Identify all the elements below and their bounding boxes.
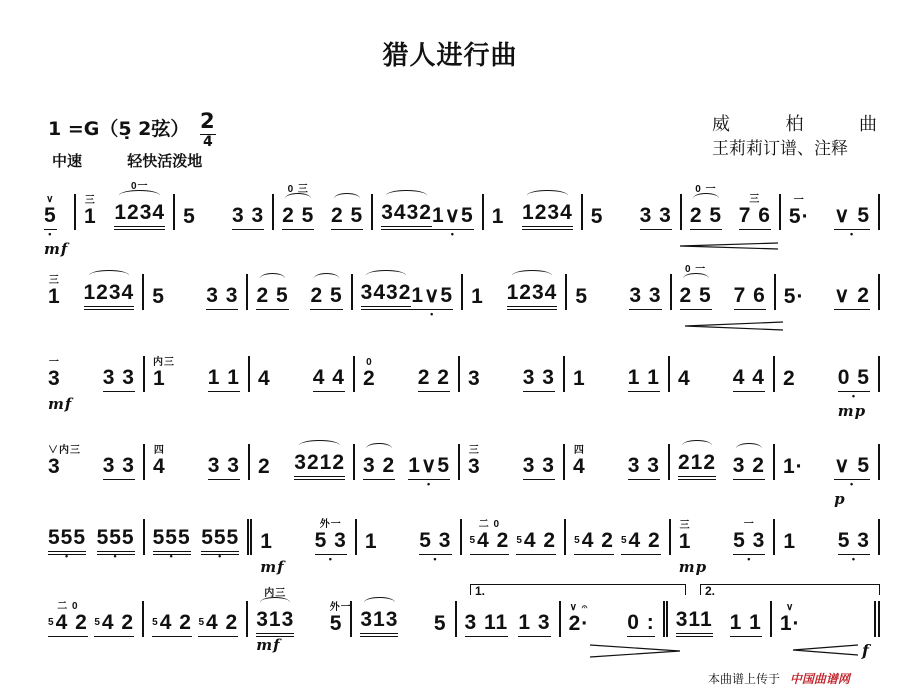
note-text: 5 xyxy=(183,205,196,228)
fingering-mark: 三 xyxy=(84,195,96,206)
note-text: 1 xyxy=(48,285,61,308)
note-text: 2 5 xyxy=(689,204,723,227)
fingering-mark: 三 xyxy=(48,275,60,286)
note-text: 313 xyxy=(360,608,399,631)
fingering-mark: 外一 xyxy=(329,602,352,613)
watermark xyxy=(708,670,850,687)
fingering-mark: 内三 xyxy=(264,588,287,599)
note-text: 3432 xyxy=(360,281,412,304)
note-text: 1 xyxy=(678,530,692,553)
grace-note: 5 xyxy=(48,617,55,628)
fingering-mark: ∨内三 xyxy=(48,445,81,456)
fingering-mark: 一 xyxy=(793,195,805,206)
fingering-mark: 三 xyxy=(468,445,480,456)
note-text: 1∨5 xyxy=(408,454,450,477)
note-text: 5 xyxy=(433,612,447,635)
note-text: 1 1 xyxy=(207,366,240,389)
note-text: 212 xyxy=(678,451,717,474)
note-text: 5· xyxy=(783,285,805,308)
grace-note: 5 xyxy=(469,535,477,546)
note-text: 4 2 xyxy=(581,529,614,552)
fingering-mark: 内三 xyxy=(153,357,175,368)
note-text: 3 3 xyxy=(231,204,265,227)
note-text: 555 xyxy=(48,526,87,549)
fingering-mark: 一 xyxy=(743,519,755,530)
fingering-mark: 四 xyxy=(153,445,165,456)
note-text: 5 xyxy=(590,205,604,228)
note-text: 555 xyxy=(201,526,240,549)
note-text: 1 xyxy=(783,530,797,553)
fingering-mark: ∨ xyxy=(786,602,795,613)
fingering-mark: 0一 xyxy=(130,181,149,192)
dynamic-mark: mp xyxy=(837,402,867,420)
note-text: 1· xyxy=(783,455,804,478)
note-text: 3 xyxy=(468,367,481,390)
editor-credit: 王莉莉订谱、注释 xyxy=(712,139,848,159)
fingering-mark: 三 xyxy=(749,194,761,205)
note-text: 3 3 xyxy=(522,454,555,477)
note-text: 1234 xyxy=(522,201,573,224)
note-text: 5 xyxy=(575,285,589,308)
composer-char: 柏 xyxy=(785,114,804,135)
volta-2: 2. xyxy=(700,584,880,595)
time-bottom: 4 xyxy=(202,134,213,150)
dynamic-forte: f xyxy=(862,641,869,660)
note-text: 0 5 xyxy=(837,366,870,389)
note-text: 1234 xyxy=(83,281,135,304)
note-text: 1 xyxy=(260,530,273,553)
note-text: 7 6 xyxy=(733,284,766,307)
grace-note: 5 xyxy=(94,617,101,628)
note-text: 1 xyxy=(573,367,586,390)
note-text: 3 3 xyxy=(102,454,135,477)
note-text: 1∨5 xyxy=(411,284,454,307)
volta-1: 1. xyxy=(470,584,686,595)
note-text: 2· xyxy=(568,612,590,635)
note-text: 1 3 xyxy=(518,611,551,634)
fingering-mark: 二 0 xyxy=(57,601,79,612)
note-text: 2 5 xyxy=(310,284,343,307)
dynamic-mark: mf xyxy=(44,240,69,258)
note-text: 3 3 xyxy=(522,366,555,389)
fingering-mark: 0 xyxy=(366,357,373,368)
time-top: 2 xyxy=(200,109,216,133)
note-text: 1 1 xyxy=(729,611,762,634)
note-text: 5 3 xyxy=(419,529,452,552)
dynamic-mark: p xyxy=(834,490,846,508)
note-text: 5 3 xyxy=(314,529,347,552)
note-text: 1∨5 xyxy=(431,204,474,227)
note-text: 1 1 xyxy=(627,366,660,389)
note-text: 3 xyxy=(48,367,61,390)
note-text: 4 xyxy=(258,367,271,390)
composer-char: 曲 xyxy=(859,114,877,135)
note-text: 4 xyxy=(573,455,586,478)
decrescendo-hairpin xyxy=(590,645,680,657)
note-text: 4 2 xyxy=(55,611,88,634)
note-text: 1 xyxy=(153,367,166,390)
note-text: 3 xyxy=(48,455,61,478)
note-text: 3 3 xyxy=(627,454,660,477)
note-text: ∨ 2 xyxy=(834,284,870,307)
fingering-mark: 一 xyxy=(48,357,60,368)
note-text: 5 3 xyxy=(837,529,870,552)
note-text: 1 xyxy=(364,530,378,553)
decrescendo-hairpin xyxy=(685,322,783,330)
note-text: 4 4 xyxy=(312,366,345,389)
note-text: 4 2 xyxy=(206,611,239,634)
note-text: 1 xyxy=(84,205,97,228)
note-text: 2 5 xyxy=(256,284,289,307)
note-text: 5· xyxy=(788,205,810,228)
fingering-mark: 外一 xyxy=(319,519,342,530)
tempo-expression: 轻快活泼地 xyxy=(127,152,203,170)
note-text: 1· xyxy=(779,612,801,635)
note-text: 3 3 xyxy=(629,284,662,307)
note-text: 2 5 xyxy=(282,204,315,227)
note-text: 2 5 xyxy=(331,204,364,227)
note-text: 7 6 xyxy=(738,204,771,227)
dynamic-mark: mf xyxy=(260,558,285,576)
fingering-mark: 0 三 xyxy=(287,184,309,195)
grace-note: 5 xyxy=(516,535,523,546)
note-text: 3 3 xyxy=(639,204,672,227)
note-text: 2 xyxy=(363,367,376,390)
site-logo: 中国曲谱网 xyxy=(789,672,850,686)
note-text: 2 xyxy=(258,455,271,478)
note-text: 4 2 xyxy=(628,529,661,552)
grace-note: 5 xyxy=(620,535,628,546)
note-text: 3432 xyxy=(381,201,432,224)
note-text: 5 3 xyxy=(733,529,766,552)
note-text: 3 2 xyxy=(363,454,396,477)
note-text: 3212 xyxy=(294,451,345,474)
grace-note: 5 xyxy=(152,617,159,628)
note-text: 2 xyxy=(783,367,796,390)
note-text: 311 xyxy=(675,608,713,631)
watermark-text: 本曲谱上传于 xyxy=(708,672,781,686)
note-text: 2 5 xyxy=(679,284,712,307)
note-text: 3 2 xyxy=(732,454,765,477)
note-text: 4 2 xyxy=(101,611,135,634)
fingering-mark: 二 0 xyxy=(478,519,501,530)
decrescendo-hairpin xyxy=(680,243,778,249)
dynamic-mark: mf xyxy=(256,636,281,654)
note-text: 3 3 xyxy=(207,454,240,477)
note-text: 4 xyxy=(678,367,691,390)
crescendo-hairpin xyxy=(793,645,858,655)
fingering-mark: 0 一 xyxy=(684,264,707,275)
dynamic-mark: mp xyxy=(678,558,708,576)
note-text: 5 xyxy=(329,612,343,635)
note-text: ∨ 5 xyxy=(834,204,870,227)
note-text: 2 2 xyxy=(417,366,450,389)
note-text: 4 2 xyxy=(159,611,192,634)
note-text: 1 xyxy=(471,285,484,308)
note-text: 3 3 xyxy=(206,284,239,307)
note-text: 555 xyxy=(152,526,191,549)
fingering-mark: ∨ 𝄐 xyxy=(569,602,589,613)
tempo-speed: 中速 xyxy=(52,152,83,170)
note-text: 555 xyxy=(96,526,135,549)
note-text: 5 xyxy=(44,204,57,227)
dynamic-mark: mf xyxy=(48,395,73,413)
fingering-mark: 四 xyxy=(573,445,585,456)
note-text: 1234 xyxy=(506,281,558,304)
score-title: 猎人进行曲 xyxy=(382,41,518,71)
key-text: 1 =G（5̣ 2弦） xyxy=(48,118,190,140)
fingering-mark: 三 xyxy=(679,520,691,531)
fingering-mark: ∨ xyxy=(46,194,55,205)
note-text: 4 2 xyxy=(477,529,510,552)
note-text: 4 2 xyxy=(523,529,557,552)
composer-char: 威 xyxy=(712,114,730,135)
fingering-mark: 0 一 xyxy=(695,184,717,195)
note-text: 5 xyxy=(152,285,165,308)
note-text: 4 4 xyxy=(732,366,765,389)
note-text: 3 11 xyxy=(464,611,509,634)
note-text: 313 xyxy=(256,608,295,631)
note-text: 3 3 xyxy=(102,366,135,389)
note-text: 4 xyxy=(153,455,166,478)
note-text: 1234 xyxy=(114,201,166,224)
note-text: 3 xyxy=(468,455,481,478)
grace-note: 5 xyxy=(198,617,206,628)
note-text: ∨ 5 xyxy=(834,454,870,477)
grace-note: 5 xyxy=(574,535,581,546)
note-text: 1 xyxy=(491,205,505,228)
note-text: 0 : xyxy=(627,611,655,634)
